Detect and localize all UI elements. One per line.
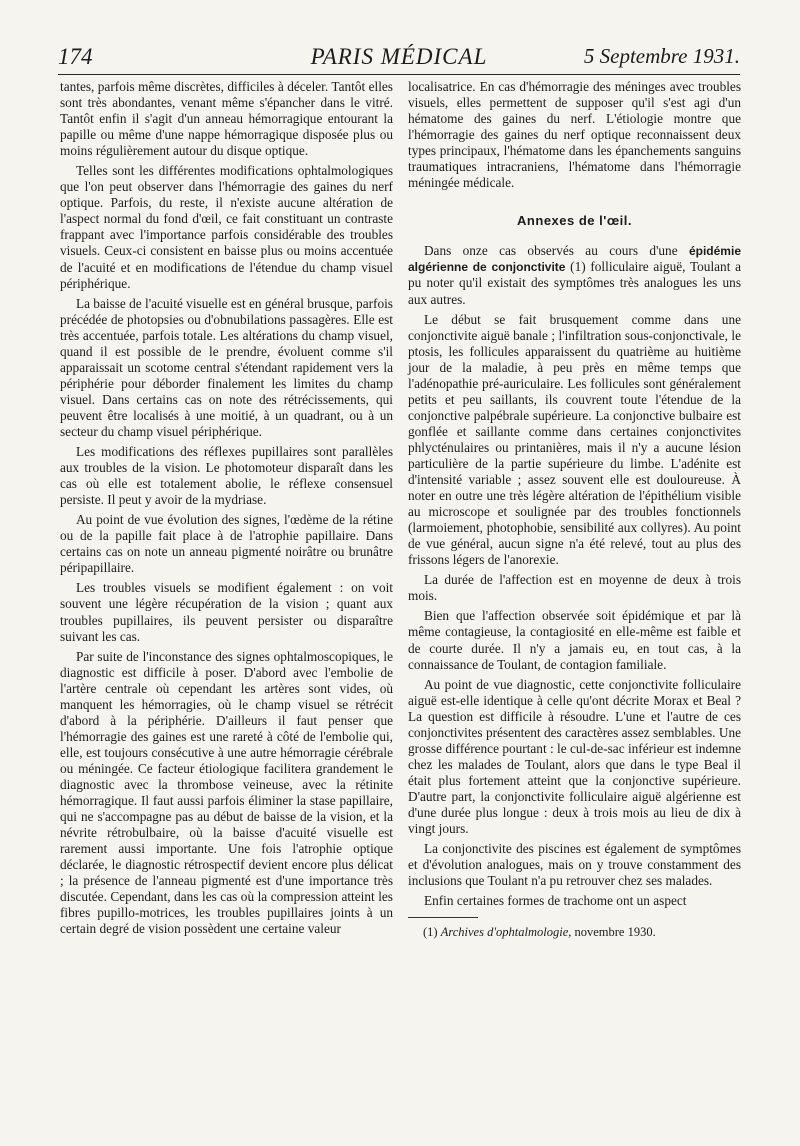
paragraph: Les modifications des réflexes pupillaires sont parallèles aux troubles de la vision. Le photomoteur disparaît dans les cas où elle est totalement abolie, le réflexe consensuel persiste. Il peut y avoir de la mydriase.: [60, 444, 393, 508]
paragraph: Telles sont les différentes modifications ophtalmologiques que l'on peut observer dans l'hémorragie des gaines du nerf optique. Parfois, du reste, il n'existe aucune altération de l'aspect normal du fond d'œil, ce fait constituant un contraste frappant avec l'importance parfois considérable des troubles visuels. Ceux-ci consistent en baisse plus ou moins accentuée de l'acuité et en modifications de l'étendue du champ visuel périphérique.: [60, 163, 393, 291]
left-column: [60, 79, 393, 941]
footnote-date: novembre 1930.: [574, 925, 656, 940]
paragraph: tantes, parfois même discrètes, difficiles à déceler. Tantôt elles sont très abondantes, venant même s'épancher dans le vitré. Tantôt enfin il s'agit d'un anneau hémorragique entourant la papille ou même d'une nappe hémorragique disposée plus ou moins régulièrement autour du disque optique.: [60, 79, 393, 159]
intro-text-rest: (1) folliculaire aiguë, Toulant a pu noter qu'il existait des symptômes très analogues les uns aux autres.: [408, 259, 741, 307]
paragraph: La conjonctivite des piscines est également de symptômes et d'évolution analogues, mais on y trouve constamment des inclusions que Toulant n'a pu retrouver chez ses malades.: [408, 841, 741, 889]
footnote-rule: [408, 917, 478, 918]
paragraph: Au point de vue diagnostic, cette conjonctivite folliculaire aiguë est-elle identique à celle qu'ont décrite Morax et Beal ? La question est difficile à résoudre. L'une et l'autre de ces conjonctivites présentent des caractères assez semblables. Une grosse différence pourtant : le cul-de-sac inférieur est indemne chez les malades de Toulant, alors que dans le type Beal il était plus fortement atteint que la conjonctive supérieure. D'autre part, la conjonctivite folliculaire aiguë algérienne est d'une durée plus longue : deux à trois mois au lieu de dix à vingt jours.: [408, 676, 741, 837]
paragraph: Enfin certaines formes de trachome ont un aspect: [423, 893, 687, 909]
intro-text: Dans onze cas observés au cours d'une: [423, 243, 678, 259]
paragraph: Par suite de l'inconstance des signes ophtalmoscopiques, le diagnostic est difficile à poser. D'abord avec l'embolie de l'artère centrale où cependant les artères sont vides, où manquent les hémorragies, où le champ visuel se rétrécit d'abord à la périphérie. D'ailleurs il faut penser que l'hémorragie des gaines est une rareté à côté de l'embolie qui, elle, est toujours consécutive à une autre hémorragie cérébrale ou méningée. Ce facteur étiologique facilitera grandement le diagnostic avec la thrombose veineuse, avec la rétinite hémorragique. Il faut aussi parfois éliminer la stase papillaire, qui ne s'accompagne pas au début de baisse de la vision, et la névrite rétrobulbaire, où la baisse d'acuité visuelle est rarement aussi importante. Une fois l'atrophie optique déclarée, le diagnostic rétrospectif devient encore plus délicat ; la présence de l'anneau pigmenté est d'une importance très discutée. Cependant, dans les cas où la compression atteint les fibres pupillo-motrices, les troubles pupillaires joints à un certain degré de vision possèdent une certaine valeur: [60, 648, 393, 937]
issue-date: 5 Septembre 1931.: [583, 44, 740, 68]
paragraph: La baisse de l'acuité visuelle est en général brusque, parfois précédée de photopsies ou d'obnubilations passagères. Elle est très accentuée, parfois totale. Les altérations du champ visuel, quand il est possible de le prendre, évoluent comme s'il apparaissait un scotome central s'étendant rapidement vers la périphérie pour déborder finalement les limites du champ visuel. Dans certains cas on note des rétrécissements, qui peuvent être localisés à une moitié, à un quadrant, ou à un secteur du champ visuel périphérique.: [60, 295, 393, 439]
section-title: Annexes de l'œil.: [517, 213, 632, 229]
journal-title: PARIS MÉDICAL: [310, 44, 488, 69]
right-column: [408, 79, 741, 944]
paragraph: La durée de l'affection est en moyenne de deux à trois mois.: [408, 572, 741, 604]
footnote-number: (1): [423, 925, 438, 940]
paragraph: localisatrice. En cas d'hémorragie des méninges avec troubles visuels, elles permettent de supposer qu'il s'est agi d'un hématome des gaines du nerf. L'étiologie montre que l'hémorragie des gaines du nerf optique reconnaissent deux types principaux, l'hématome dans les épanchements sanguins traumatiques intracraniens, l'hématome dans l'hémorragie méningée médicale.: [408, 79, 741, 191]
intro-bold-term: épidémie algérienne de conjonctivite: [408, 244, 741, 275]
paragraph-intro: [408, 243, 741, 307]
running-head: [58, 38, 740, 75]
paragraph: Les troubles visuels se modifient également : on voit souvent une légère récupération de la vision ; quant aux troubles pupillaires, ils peuvent persister ou disparaître suivant les cas.: [60, 580, 393, 644]
footnote-journal: Archives d'ophtalmologie,: [440, 925, 572, 940]
page-number: 174: [58, 44, 93, 69]
paragraph: Bien que l'affection observée soit épidémique et par là même contagieuse, la contagiosité en elle-même est faible et de courte durée. Il n'y a jamais eu, en tout cas, à la connaissance de Toulant, de contagion familiale.: [408, 608, 741, 672]
paragraph: Le début se fait brusquement comme dans une conjonctivite aiguë banale ; l'infiltration sous-conjonctivale, le ptosis, les follicules apparaissent du quatrième au huitième jour de la maladie, à peu près en même temps que l'adénopathie pré-auriculaire. Les follicules sont généralement petits et peu saillants, ils couvrent toute l'étendue de la conjonctive palpébrale supérieure. La conjonctive bulbaire est gonflée et saillante comme dans certaines conjonctivites phlycténulaires ou printanières, mais il n'y a aucune lésion particulière de la partie supérieure du limbe. L'adénite est d'intensité variable ; assez souvent elle est douloureuse. À noter en outre une très légère altération de l'épithélium visible au microscope et soulignée par des troubles fonctionnels (larmoiement, photophobie, sensibilité aux collyres). Au point de vue général, aucun signe n'a été relevé, tout au plus des frissons légers de l'anorexie.: [408, 311, 741, 568]
paragraph: Au point de vue évolution des signes, l'œdème de la rétine ou de la papille fait place à de l'atrophie papillaire. Dans certains cas on note un anneau pigmenté noirâtre ou brunâtre péripapillaire.: [60, 512, 393, 576]
footnote: [408, 924, 741, 940]
